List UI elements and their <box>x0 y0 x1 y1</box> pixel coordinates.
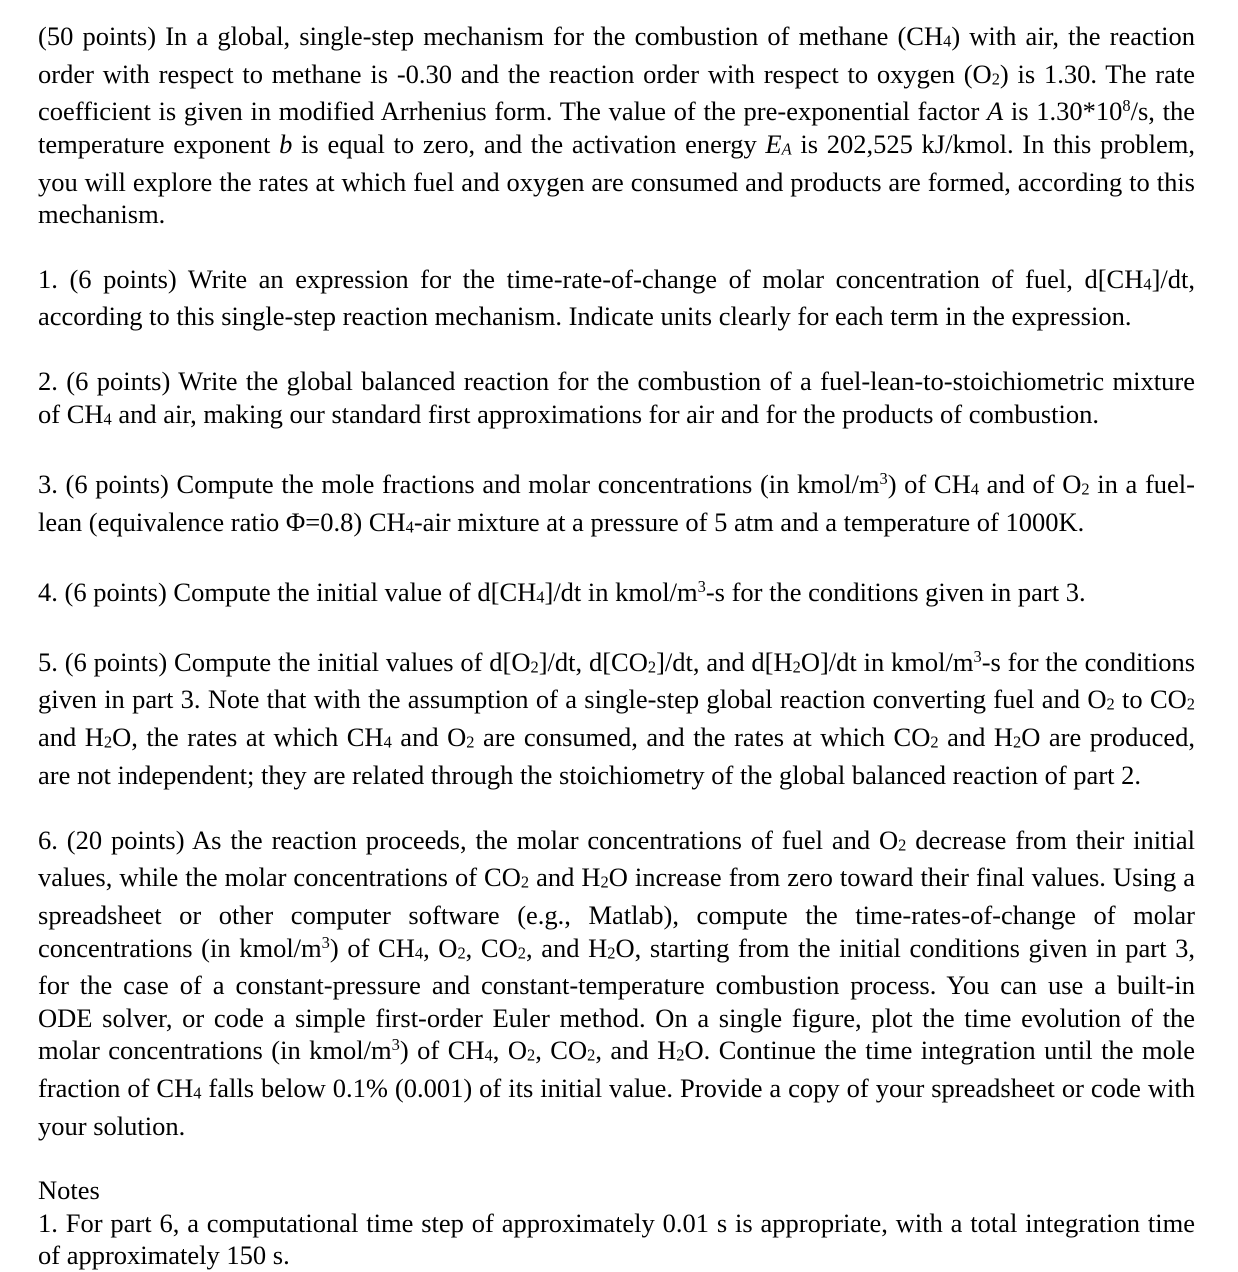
intro-paragraph: (50 points) In a global, single-step mechanism for the combustion of methane (CH4) with air, the reaction order with respect to methane is -0.30 and the reaction order with respect to oxygen (O2) is 1.30. The rate coefficient is given in modified Arrhenius form. The value of the pre-exponential factor A is $1.30*10^8/s$, the temperature exponent b is equal to zero, and the activation energy EA is 202,525 kJ/kmol. In this problem, you will explore the rates at which fuel and oxygen are consumed and products are formed, according to this mechanism. <box>38 21 1196 229</box>
points-label: (50 points) <box>38 21 157 51</box>
var-E: E <box>765 128 782 159</box>
var-A: A <box>987 96 1004 127</box>
question-1: 1. (6 points) Write an expression for the time-rate-of-change of molar concentration of fuel, d[CH4]/dt, according to this single-step reaction mechanism. Indicate units clearly for each term in the expression. <box>38 263 1195 332</box>
question-3: 3. (6 points) Compute the mole fractions and molar concentrations (in kmol/$m^3$) of CH4 and of O2 in a fuel-lean (equivalence ratio Φ=0.8) CH4-air mixture at a pressure of 5 atm and a temperature of 1000K. <box>38 468 1195 537</box>
note-item-1: 1. For part 6, a computational time step of approximately 0.01 s is appropriate, with a total integration time of approximately 150 s. <box>38 1207 1195 1271</box>
var-b: b <box>279 128 293 159</box>
problem-document <box>38 20 1195 1272</box>
question-5: 5. (6 points) Compute the initial values of d[O2]/dt, d[CO2]/dt, and d[H2O]/dt in kmol/$m^3-s$ for the conditions given in part 3. Note that with the assumption of a single-step global reaction converting fuel and O2 to CO2 and H2O, the rates at which CH4 and O2 are consumed, and the rates at which CO2 and H2O are produced, are not independent; they are related through the stoichiometry of the global balanced reaction of part 2. <box>38 646 1196 790</box>
question-2: 2. (6 points) Write the global balanced reaction for the combustion of a fuel-lean-to-stoichiometric mixture of CH4 and air, making our standard first approximations for air and for the products of combustion. <box>38 366 1195 429</box>
question-6: 6. (20 points) As the reaction proceeds, the molar concentrations of fuel and O2 decrease from their initial values, while the molar concentrations of CO2 and H2O increase from zero toward their final values. Using a spreadsheet or other computer software (e.g., Matlab), compute the time-rates-of-change of molar concentrations (in kmol/$m^3$) of CH4, O2, CO2, and H2O, starting from the initial conditions given in part 3, for the case of a constant-pressure and constant-temperature combustion process. You can use a built-in ODE solver, or code a simple first-order Euler method. On a single figure, plot the time evolution of the molar concentrations (in kmol/$m^3$) of CH4, O2, CO2, and H2O. Continue the time integration until the mole fraction of CH4 falls below 0.1% (0.001) of its initial value. Provide a copy of your spreadsheet or code with your solution. <box>38 824 1196 1141</box>
question-4: 4. (6 points) Compute the initial value of d[CH4]/dt in kmol/$m^3-s$ for the conditions given in part 3. <box>38 576 1086 607</box>
notes-heading: Notes <box>38 1175 100 1206</box>
